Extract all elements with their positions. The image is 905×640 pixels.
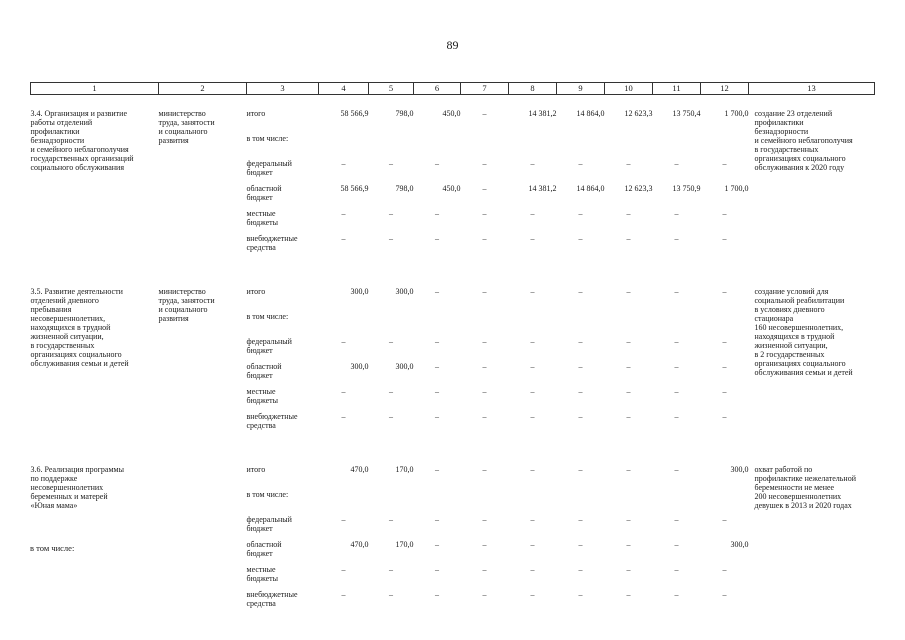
value-cell: – xyxy=(626,209,631,218)
funding-source-label: местные бюджеты xyxy=(246,565,279,583)
value-cell: – xyxy=(626,287,631,296)
value-cell: – xyxy=(578,590,583,599)
column-header: 10 xyxy=(605,83,653,95)
value-cell xyxy=(653,490,701,515)
value-cell: – xyxy=(626,387,631,396)
value-cell: – xyxy=(482,565,487,574)
value-cell xyxy=(414,490,461,515)
value-cell: – xyxy=(530,362,535,371)
value-cell: – xyxy=(674,287,679,296)
value-cell: – xyxy=(578,159,583,168)
column-header: 9 xyxy=(557,83,605,95)
value-cell: – xyxy=(626,565,631,574)
column-header: 12 xyxy=(701,83,749,95)
value-cell xyxy=(414,134,461,159)
value-cell xyxy=(653,134,701,159)
value-cell xyxy=(319,134,369,159)
funding-source-label: федеральный бюджет xyxy=(246,337,292,355)
value-cell xyxy=(369,490,414,515)
value-cell: – xyxy=(435,159,439,168)
value-cell: 12 623,3 xyxy=(624,184,653,193)
value-cell: – xyxy=(578,565,583,574)
expected-result: охват работой по профилактике нежелательной беременности не менее 200 несовершеннолетних девушек в 2013 и 2020 годах xyxy=(754,465,856,510)
value-cell: – xyxy=(578,465,583,474)
value-cell: – xyxy=(530,387,535,396)
value-cell: – xyxy=(578,337,583,346)
funding-source-label: областной бюджет xyxy=(246,362,282,380)
executor: министерство труда, занятости и социального развития xyxy=(158,109,215,145)
value-cell xyxy=(461,134,509,159)
value-cell: – xyxy=(482,109,487,118)
value-cell: 300,0 xyxy=(350,362,369,371)
value-cell xyxy=(369,312,414,337)
executor xyxy=(159,465,247,615)
value-cell: – xyxy=(389,515,393,524)
funding-source-label: итого xyxy=(246,287,266,296)
expected-result: создание условий для социальной реабилитации в условиях дневного стационара 160 несовершеннолетних, находящихся в трудной жизненной ситуации, в 2 государственных организациях социального обслуживания семьи и детей xyxy=(754,287,853,377)
column-header: 8 xyxy=(509,83,557,95)
value-cell: – xyxy=(482,515,487,524)
spacer-cell xyxy=(31,259,875,287)
value-cell xyxy=(557,312,605,337)
value-cell: – xyxy=(626,590,631,599)
value-cell: – xyxy=(626,234,631,243)
value-cell: – xyxy=(341,209,346,218)
value-cell: – xyxy=(435,465,439,474)
value-cell: – xyxy=(530,565,535,574)
value-cell: – xyxy=(482,337,487,346)
value-cell: – xyxy=(530,234,535,243)
value-cell: – xyxy=(435,287,439,296)
value-cell: 300,0 xyxy=(730,540,749,549)
value-cell: 300,0 xyxy=(395,362,414,371)
value-cell: – xyxy=(389,209,393,218)
value-cell xyxy=(461,312,509,337)
value-cell: – xyxy=(578,287,583,296)
column-header: 13 xyxy=(749,83,875,95)
value-cell: – xyxy=(578,540,583,549)
value-cell: – xyxy=(674,209,679,218)
value-cell: – xyxy=(626,540,631,549)
value-cell: 170,0 xyxy=(395,540,414,549)
value-cell: – xyxy=(530,540,535,549)
value-cell: – xyxy=(435,565,439,574)
value-cell: – xyxy=(482,590,487,599)
value-cell: – xyxy=(341,515,346,524)
value-cell: – xyxy=(626,362,631,371)
value-cell xyxy=(509,312,557,337)
value-cell: 450,0 xyxy=(442,184,461,193)
funding-source-label: итого xyxy=(246,109,266,118)
value-cell: – xyxy=(530,412,535,421)
value-cell: – xyxy=(482,412,487,421)
value-cell: – xyxy=(482,209,487,218)
column-header: 5 xyxy=(369,83,414,95)
value-cell xyxy=(509,134,557,159)
funding-source-label: внебюджетные средства xyxy=(246,590,298,608)
table-body xyxy=(31,95,875,616)
value-cell: – xyxy=(626,412,631,421)
value-cell: – xyxy=(626,515,631,524)
value-cell: – xyxy=(722,412,727,421)
value-cell: – xyxy=(389,565,393,574)
value-cell: – xyxy=(435,337,439,346)
value-cell: – xyxy=(435,540,439,549)
value-cell: – xyxy=(435,515,439,524)
value-cell: – xyxy=(435,590,439,599)
funding-source-label: местные бюджеты xyxy=(246,387,279,405)
value-cell xyxy=(319,490,369,515)
expected-result: создание 23 отделений профилактики безнадзорности и семейного неблагополучия в государственных организациях социального обслуживания к 2020 году xyxy=(754,109,853,172)
value-cell: – xyxy=(389,412,393,421)
value-cell: 13 750,4 xyxy=(672,109,701,118)
column-header: 3 xyxy=(247,83,319,95)
value-cell: – xyxy=(578,387,583,396)
value-cell: 470,0 xyxy=(350,540,369,549)
page-number: 89 xyxy=(446,38,459,52)
value-cell: – xyxy=(482,234,487,243)
value-cell: – xyxy=(674,412,679,421)
value-cell: – xyxy=(482,362,487,371)
value-cell: 170,0 xyxy=(395,465,414,474)
value-cell: – xyxy=(674,565,679,574)
value-cell: – xyxy=(626,465,631,474)
value-cell: – xyxy=(341,565,346,574)
table-row xyxy=(31,109,875,134)
value-cell xyxy=(557,134,605,159)
value-cell: 300,0 xyxy=(395,287,414,296)
value-cell: 1 700,0 xyxy=(724,184,749,193)
value-cell: 450,0 xyxy=(442,109,461,118)
value-cell: – xyxy=(482,287,487,296)
funding-source-label: в том числе: xyxy=(246,312,289,321)
value-cell: – xyxy=(530,337,535,346)
funding-source-label: федеральный бюджет xyxy=(246,159,292,177)
value-cell: – xyxy=(722,362,727,371)
value-cell: – xyxy=(578,412,583,421)
value-cell: – xyxy=(530,209,535,218)
funding-source-label: в том числе: xyxy=(246,134,289,143)
value-cell: 13 750,9 xyxy=(672,184,701,193)
value-cell: – xyxy=(674,590,679,599)
spacer-row xyxy=(31,95,875,110)
value-cell: – xyxy=(435,209,439,218)
value-cell: – xyxy=(435,412,439,421)
value-cell: – xyxy=(578,362,583,371)
value-cell: – xyxy=(341,159,346,168)
value-cell: 470,0 xyxy=(350,465,369,474)
value-cell xyxy=(605,134,653,159)
value-cell: – xyxy=(530,287,535,296)
value-cell: 798,0 xyxy=(395,184,414,193)
value-cell: 14 381,2 xyxy=(528,109,557,118)
value-cell: – xyxy=(482,159,487,168)
value-cell: – xyxy=(578,209,583,218)
value-cell: – xyxy=(674,387,679,396)
value-cell: – xyxy=(722,387,727,396)
value-cell: – xyxy=(389,590,393,599)
value-cell xyxy=(414,312,461,337)
value-cell: 1 700,0 xyxy=(724,109,749,118)
value-cell: 58 566,9 xyxy=(340,184,369,193)
funding-source-label: внебюджетные средства xyxy=(246,412,298,430)
value-cell: 12 623,3 xyxy=(624,109,653,118)
value-cell: – xyxy=(389,159,393,168)
table-row xyxy=(31,287,875,312)
value-cell: – xyxy=(722,590,727,599)
value-cell: – xyxy=(482,540,487,549)
spacer-cell xyxy=(31,437,875,465)
value-cell: – xyxy=(674,337,679,346)
value-cell: – xyxy=(722,337,727,346)
column-header: 1 xyxy=(31,83,159,95)
value-cell: – xyxy=(578,234,583,243)
value-cell xyxy=(461,490,509,515)
column-header: 11 xyxy=(653,83,701,95)
value-cell xyxy=(653,312,701,337)
value-cell: – xyxy=(389,387,393,396)
value-cell: – xyxy=(530,515,535,524)
table-row xyxy=(31,465,875,490)
value-cell: 14 381,2 xyxy=(528,184,557,193)
value-cell: – xyxy=(722,565,727,574)
value-cell: – xyxy=(389,234,393,243)
funding-source-label: областной бюджет xyxy=(246,184,282,202)
value-cell: – xyxy=(482,387,487,396)
value-cell: – xyxy=(674,465,679,474)
measure-description: 3.5. Развитие деятельности отделений дневного пребывания несовершеннолетних, находящихся в трудной жизненной ситуации, в государственных организациях социального обслуживания семьи и детей xyxy=(30,287,129,368)
value-cell xyxy=(557,490,605,515)
value-cell: – xyxy=(722,287,727,296)
funding-source-label: в том числе: xyxy=(246,490,289,499)
value-cell: – xyxy=(530,159,535,168)
value-cell: – xyxy=(674,159,679,168)
value-cell: – xyxy=(626,159,631,168)
value-cell: – xyxy=(674,515,679,524)
value-cell xyxy=(701,490,749,515)
value-cell: – xyxy=(530,465,535,474)
column-number-row xyxy=(31,83,875,95)
value-cell xyxy=(605,312,653,337)
measure-description: 3.4. Организация и развитие работы отделений профилактики безнадзорности и семейного неблагополучия государственных организаций социального обслуживания xyxy=(30,109,134,172)
value-cell xyxy=(509,490,557,515)
value-cell: 300,0 xyxy=(730,465,749,474)
value-cell: – xyxy=(341,387,346,396)
column-header: 6 xyxy=(414,83,461,95)
value-cell: – xyxy=(722,159,727,168)
funding-source-label: внебюджетные средства xyxy=(246,234,298,252)
value-cell: – xyxy=(389,337,393,346)
value-cell: – xyxy=(578,515,583,524)
value-cell: – xyxy=(722,515,727,524)
spacer-row xyxy=(31,437,875,465)
value-cell: – xyxy=(722,209,727,218)
value-cell: – xyxy=(674,234,679,243)
value-cell: – xyxy=(341,234,346,243)
value-cell: 14 864,0 xyxy=(576,109,605,118)
value-cell: – xyxy=(482,465,487,474)
measure-description: 3.6. Реализация программы по поддержке несовершеннолетних беременных и матерей «Юная мама» xyxy=(30,465,124,510)
value-cell: – xyxy=(341,337,346,346)
column-header: 2 xyxy=(159,83,247,95)
value-cell: – xyxy=(341,412,346,421)
value-cell: – xyxy=(722,234,727,243)
value-cell xyxy=(701,312,749,337)
value-cell: – xyxy=(482,184,487,193)
value-cell xyxy=(605,490,653,515)
column-header: 4 xyxy=(319,83,369,95)
value-cell: – xyxy=(626,337,631,346)
spacer-cell xyxy=(31,95,875,110)
footer-note: в том числе: xyxy=(30,543,75,553)
value-cell xyxy=(319,312,369,337)
value-cell: 300,0 xyxy=(350,287,369,296)
value-cell: 58 566,9 xyxy=(340,109,369,118)
value-cell xyxy=(369,134,414,159)
funding-source-label: областной бюджет xyxy=(246,540,282,558)
value-cell: – xyxy=(674,540,679,549)
funding-source-label: федеральный бюджет xyxy=(246,515,292,533)
value-cell: – xyxy=(674,362,679,371)
value-cell: – xyxy=(435,234,439,243)
executor: министерство труда, занятости и социального развития xyxy=(158,287,215,323)
value-cell: – xyxy=(435,362,439,371)
value-cell: – xyxy=(341,590,346,599)
value-cell: 798,0 xyxy=(395,109,414,118)
value-cell: – xyxy=(530,590,535,599)
value-cell xyxy=(701,134,749,159)
funding-source-label: итого xyxy=(246,465,266,474)
spacer-row xyxy=(31,259,875,287)
value-cell: 14 864,0 xyxy=(576,184,605,193)
value-cell: – xyxy=(435,387,439,396)
program-table xyxy=(30,82,875,615)
column-header: 7 xyxy=(461,83,509,95)
funding-source-label: местные бюджеты xyxy=(246,209,279,227)
